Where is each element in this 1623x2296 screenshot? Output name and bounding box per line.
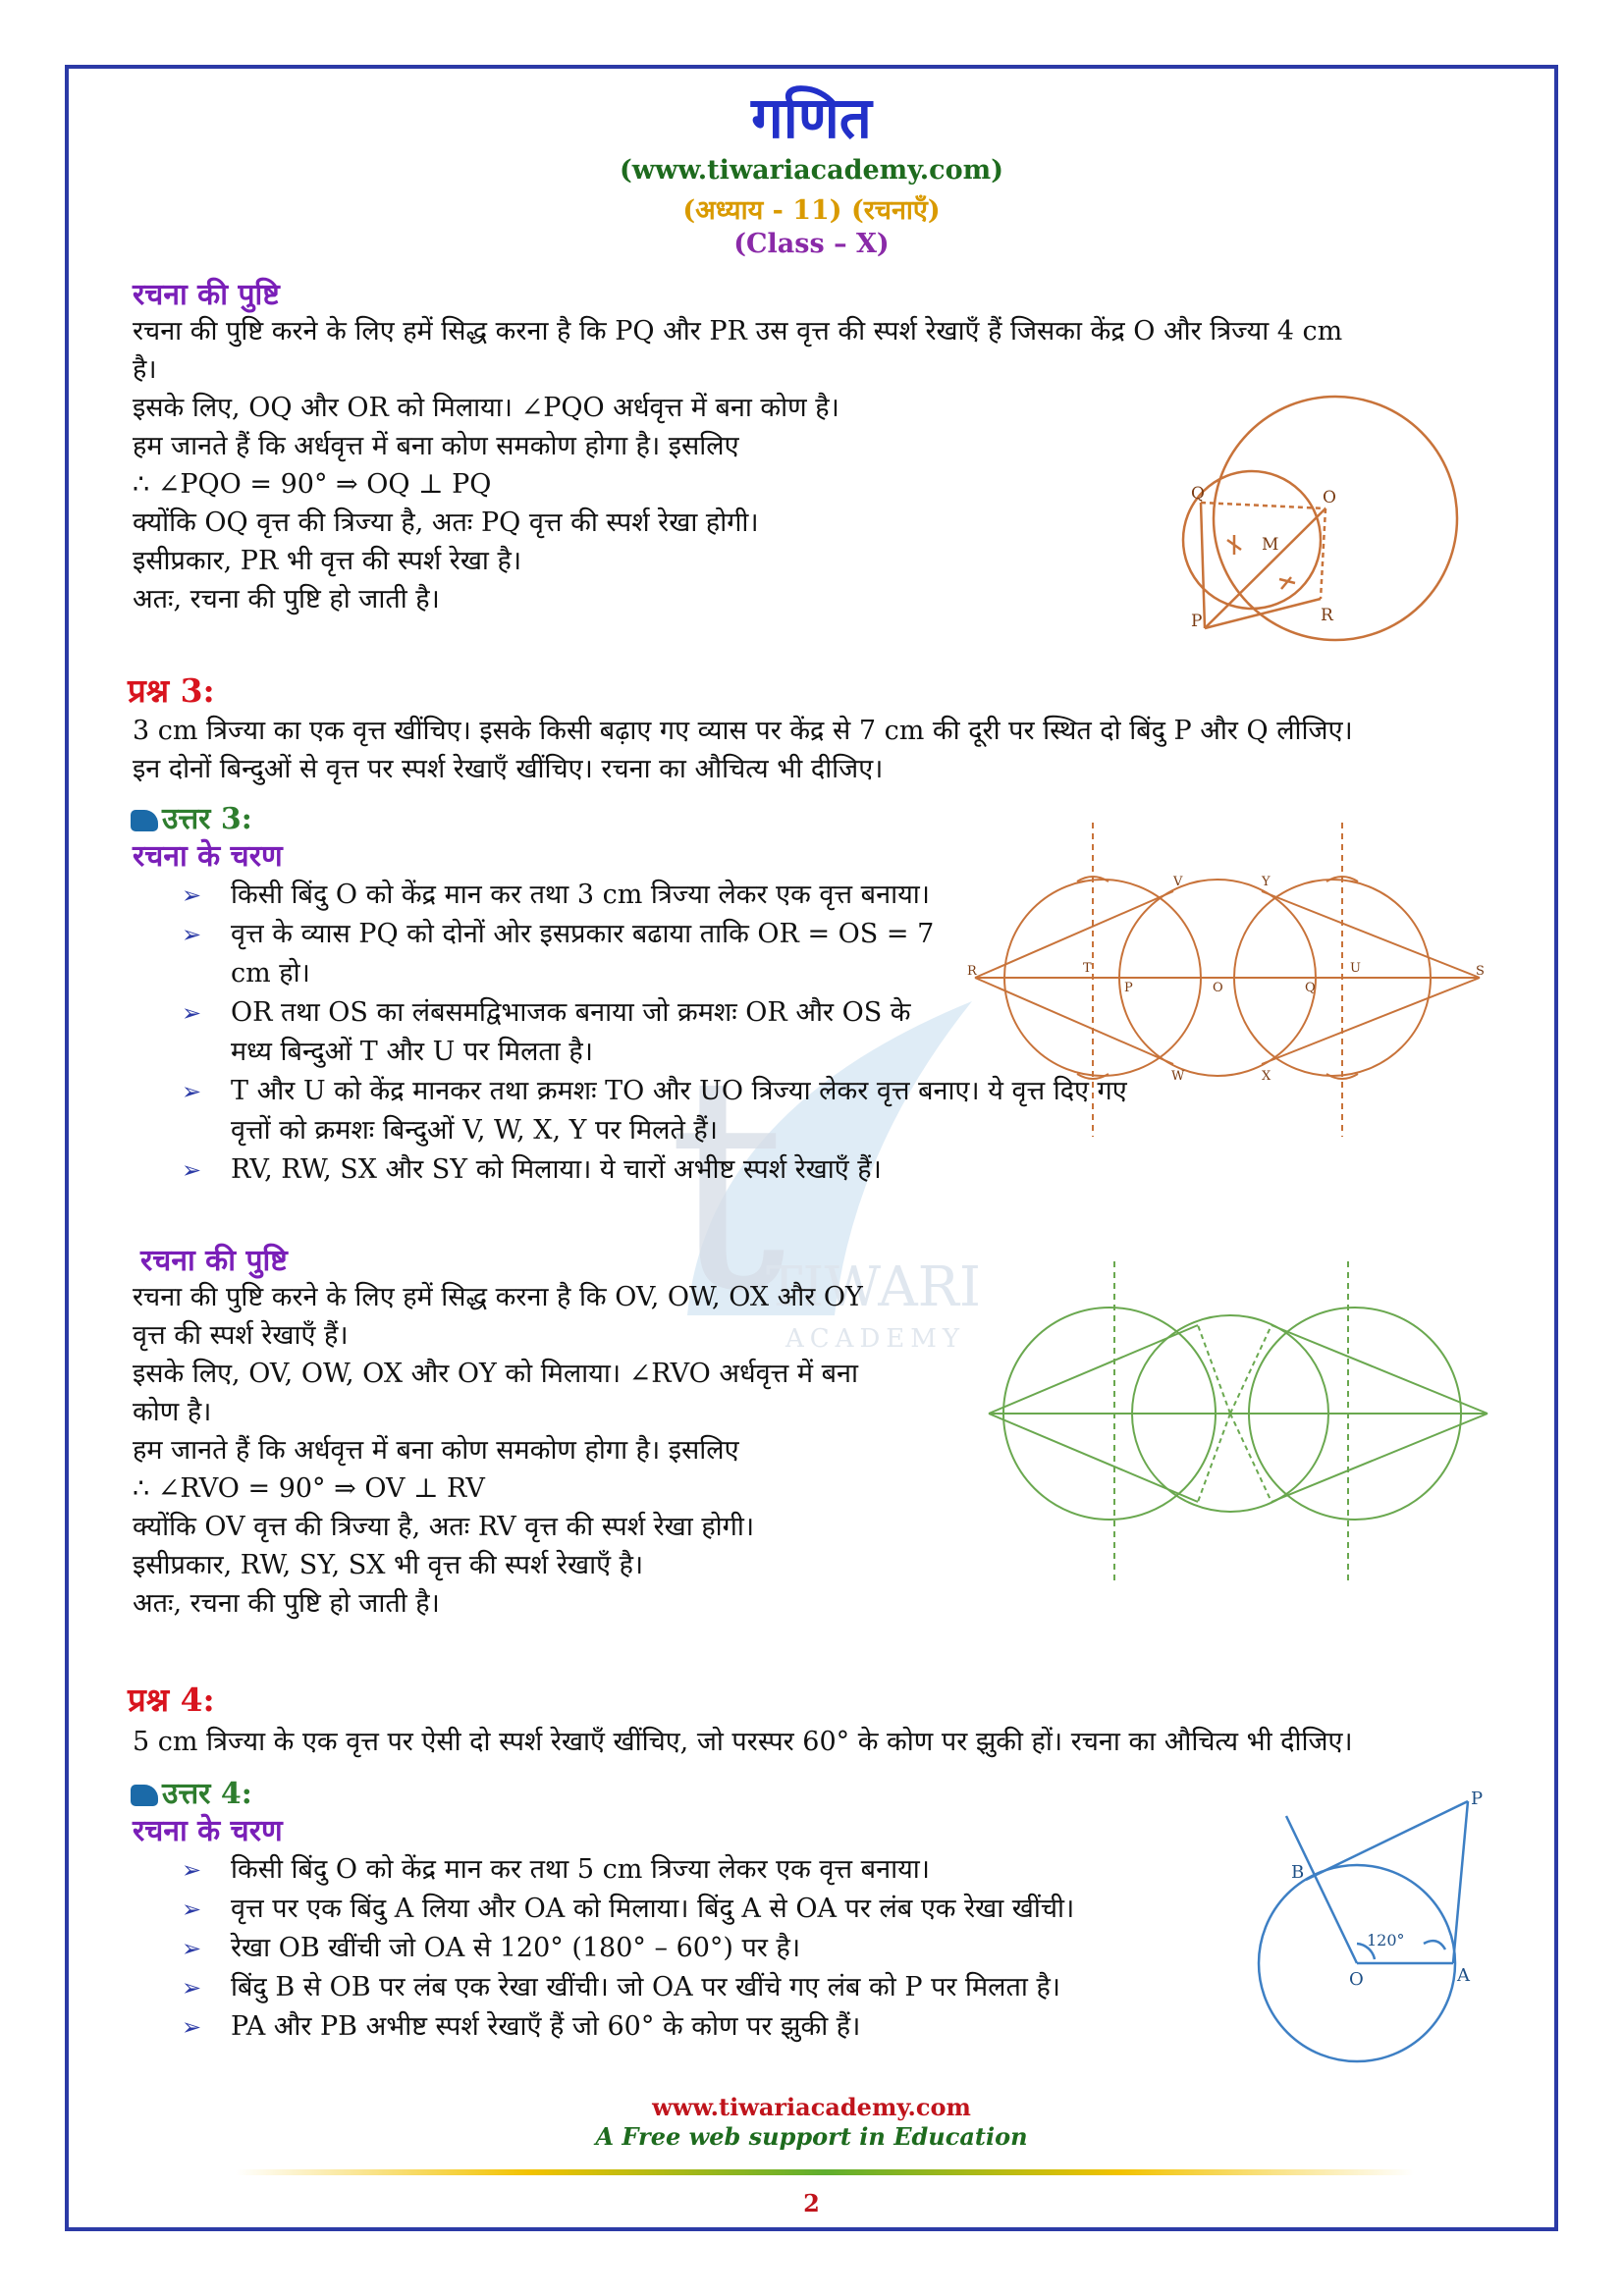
list-item: ➢ किसी बिंदु O को केंद्र मान कर तथा 5 cm त्रिज्या लेकर एक वृत्त बनाया। bbox=[182, 1850, 1262, 1890]
question-4-heading: प्रश्न 4: bbox=[128, 1681, 215, 1719]
text-line: ∴ ∠RVO = 90° ⇒ OV ⊥ RV bbox=[133, 1473, 485, 1504]
fig2-label-y: Y bbox=[1262, 875, 1271, 889]
page-number: 2 bbox=[803, 2189, 820, 2217]
fig2-label-s: S bbox=[1476, 964, 1485, 979]
text-line: क्योंकि OV वृत्त की त्रिज्या है, अतः RV वृत्त की स्पर्श रेखा होगी। bbox=[133, 1512, 755, 1542]
arrow-bullet-icon: ➢ bbox=[182, 1856, 202, 1884]
list-item: ➢ वृत्त के व्यास PQ को दोनों ओर इसप्रकार बढाया ताकि OR = OS = 7 cm हो। bbox=[182, 915, 957, 993]
figure-q3-verification bbox=[977, 1256, 1497, 1590]
arrow-bullet-icon: ➢ bbox=[182, 921, 202, 948]
fig1-label-r: R bbox=[1321, 606, 1333, 625]
fig2-label-w: W bbox=[1171, 1069, 1185, 1084]
text-line: क्योंकि OQ वृत्त की त्रिज्या है, अतः PQ वृत्त की स्पर्श रेखा होगी। bbox=[133, 507, 759, 538]
arrow-bullet-icon: ➢ bbox=[182, 1935, 202, 1962]
footer-divider bbox=[236, 2169, 1414, 2175]
footer-tagline: A Free web support in Education bbox=[595, 2122, 1028, 2151]
fig2-label-u: U bbox=[1350, 961, 1361, 976]
fig2-label-v: V bbox=[1173, 875, 1183, 889]
question-3-heading: प्रश्न 3: bbox=[128, 671, 215, 710]
verification-heading-3: रचना की पुष्टि bbox=[140, 1244, 288, 1278]
fig1-label-o: O bbox=[1323, 488, 1336, 507]
arrow-bullet-icon: ➢ bbox=[182, 999, 202, 1027]
list-item: ➢ किसी बिंदु O को केंद्र मान कर तथा 3 cm त्रिज्या लेकर एक वृत्त बनाया। bbox=[182, 876, 957, 915]
arrow-bullet-icon: ➢ bbox=[182, 2013, 202, 2041]
fig2-label-t: T bbox=[1083, 961, 1092, 976]
watermark-brand: TIWARI bbox=[766, 1255, 981, 1319]
fig1-label-m: M bbox=[1262, 535, 1279, 555]
answer-3-heading-text: उत्तर 3: bbox=[162, 802, 252, 836]
arrow-bullet-icon: ➢ bbox=[182, 881, 202, 909]
question-3-text bbox=[133, 712, 1353, 788]
list-item: ➢ OR तथा OS का लंबसमद्विभाजक बनाया जो क्रमशः OR और OS के मध्य बिन्दुओं T और U पर मिलता है। bbox=[182, 993, 957, 1072]
arrow-bullet-icon: ➢ bbox=[182, 1974, 202, 2002]
fig4-label-angle: 120° bbox=[1367, 1931, 1405, 1949]
fig4-label-a: A bbox=[1457, 1965, 1470, 1986]
arrow-bullet-icon: ➢ bbox=[182, 1156, 202, 1184]
figure-q3-construction bbox=[967, 813, 1488, 1147]
text-line: इसीप्रकार, RW, SY, SX भी वृत्त की स्पर्श रेखाएँ है। bbox=[133, 1550, 644, 1580]
list-item: ➢ PA और PB अभीष्ट स्पर्श रेखाएँ हैं जो 60° के कोण पर झुकी हैं। bbox=[182, 2007, 1262, 2047]
steps-list-3 bbox=[182, 876, 1127, 1190]
answer-badge-icon bbox=[131, 1785, 158, 1806]
list-item: ➢ T और U को केंद्र मानकर तथा क्रमशः TO और UO त्रिज्या लेकर वृत्त बनाए। ये वृत्त दिए गए वृत्तों को क्रमशः बिन्दुओं V, W, X, Y पर मिलते हैं। bbox=[182, 1072, 1144, 1150]
fig1-label-q: Q bbox=[1191, 484, 1205, 504]
class-label: (Class – X) bbox=[733, 229, 890, 259]
arrow-bullet-icon: ➢ bbox=[182, 1896, 202, 1923]
fig2-label-r: R bbox=[967, 964, 977, 979]
answer-4-heading bbox=[131, 1772, 252, 1812]
watermark-letter: t bbox=[668, 1013, 786, 1356]
list-item: ➢ रेखा OB खींची जो OA से 120° (180° – 60°) पर है। bbox=[182, 1929, 1262, 1968]
fig2-label-x: X bbox=[1262, 1069, 1271, 1084]
verification-heading-1: रचना की पुष्टि bbox=[133, 278, 280, 312]
watermark-sub: ACADEMY bbox=[785, 1324, 966, 1354]
list-item: ➢ बिंदु B से OB पर लंब एक रेखा खींची। जो OA पर खींचे गए लंब को P पर मिलता है। bbox=[182, 1968, 1262, 2007]
page-title: गणित bbox=[751, 84, 872, 151]
steps-list-4 bbox=[182, 1850, 1262, 2047]
text-line: है। bbox=[133, 354, 157, 385]
text-line: अतः, रचना की पुष्टि हो जाती है। bbox=[133, 1588, 440, 1619]
text-line: वृत्त की स्पर्श रेखाएँ हैं। bbox=[133, 1320, 349, 1351]
steps-heading-4: रचना के चरण bbox=[133, 1814, 283, 1848]
footer-website: www.tiwariacademy.com bbox=[652, 2093, 971, 2121]
figure-q4-construction bbox=[1247, 1777, 1502, 2071]
steps-heading-3: रचना के चरण bbox=[133, 839, 283, 874]
text-line: रचना की पुष्टि करने के लिए हमें सिद्ध करना है कि PQ और PR उस वृत्त की स्पर्श रेखाएँ हैं जिसका केंद्र O और त्रिज्या 4 cm bbox=[133, 316, 1343, 347]
question-4-text: 5 cm त्रिज्या के एक वृत्त पर ऐसी दो स्पर्श रेखाएँ खींचिए, जो परस्पर 60° के कोण पर झुकी हों। रचना का औचित्य भी दीजिए। bbox=[133, 1727, 1353, 1757]
fig2-label-p: P bbox=[1124, 981, 1133, 995]
fig4-label-p: P bbox=[1471, 1789, 1484, 1809]
answer-4-heading-text: उत्तर 4: bbox=[162, 1777, 252, 1811]
answer-3-heading bbox=[131, 797, 252, 837]
text-line: अतः, रचना की पुष्टि हो जाती है। bbox=[133, 584, 440, 614]
header-website: (www.tiwariacademy.com) bbox=[620, 155, 1003, 186]
list-item: ➢ वृत्त पर एक बिंदु A लिया और OA को मिलाया। बिंदु A से OA पर लंब एक रेखा खींची। bbox=[182, 1890, 1262, 1929]
text-line: 3 cm त्रिज्या का एक वृत्त खींचिए। इसके किसी बढ़ाए गए व्यास पर केंद्र से 7 cm की दूरी पर स्थित दो बिंदु P और Q लीजिए। bbox=[133, 716, 1353, 746]
text-line: हम जानते हैं कि अर्धवृत्त में बना कोण समकोण होगा है। इसलिए bbox=[133, 431, 739, 461]
figure-q2-construction bbox=[1154, 393, 1478, 648]
fig4-label-b: B bbox=[1291, 1862, 1305, 1883]
text-line: हम जानते हैं कि अर्धवृत्त में बना कोण समकोण होगा है। इसलिए bbox=[133, 1435, 739, 1466]
text-line: कोण है। bbox=[133, 1397, 212, 1427]
list-item: ➢ RV, RW, SX और SY को मिलाया। ये चारों अभीष्ट स्पर्श रेखाएँ हैं। bbox=[182, 1150, 1144, 1190]
arrow-bullet-icon: ➢ bbox=[182, 1078, 202, 1105]
chapter-label: (अध्याय - 11) (रचनाएँ) bbox=[682, 195, 941, 226]
verification-text-3 bbox=[133, 1278, 863, 1623]
text-line: इन दोनों बिन्दुओं से वृत्त पर स्पर्श रेखाएँ खींचिए। रचना का औचित्य भी दीजिए। bbox=[133, 754, 884, 784]
text-line: इसीप्रकार, PR भी वृत्त की स्पर्श रेखा है। bbox=[133, 546, 522, 576]
text-line: रचना की पुष्टि करने के लिए हमें सिद्ध करना है कि OV, OW, OX और OY bbox=[133, 1282, 863, 1312]
fig2-label-o: O bbox=[1213, 981, 1223, 995]
answer-badge-icon bbox=[131, 810, 158, 831]
text-line: ∴ ∠PQO = 90° ⇒ OQ ⊥ PQ bbox=[133, 469, 492, 500]
fig2-label-q: Q bbox=[1305, 981, 1316, 995]
text-line: इसके लिए, OQ और OR को मिलाया। ∠PQO अर्धवृत्त में बना कोण है। bbox=[133, 393, 839, 423]
fig4-label-o: O bbox=[1349, 1969, 1364, 1990]
fig1-label-p: P bbox=[1191, 612, 1203, 631]
text-line: इसके लिए, OV, OW, OX और OY को मिलाया। ∠RVO अर्धवृत्त में बना bbox=[133, 1359, 858, 1389]
